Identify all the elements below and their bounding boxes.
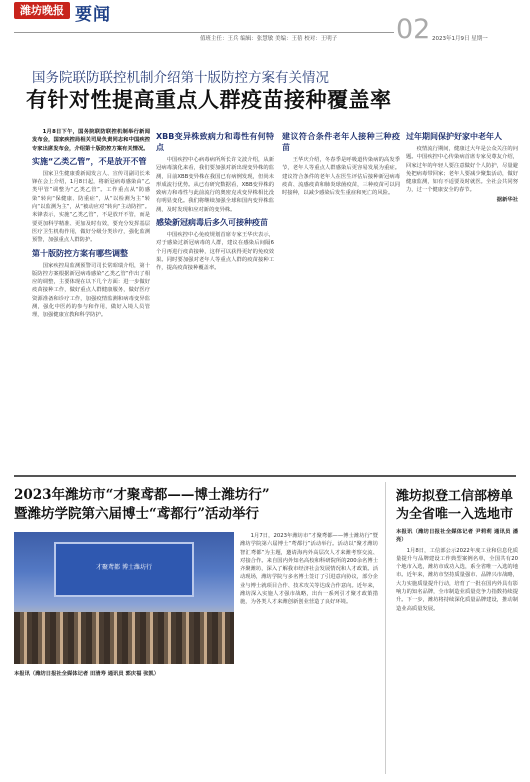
story1-section-heading: 实施“乙类乙管”，不是放开不管 [32,156,147,166]
story1-column-1 [32,128,150,468]
story3-body-column [396,528,518,774]
story3-headline-line2: 为全省唯一入选地市 [396,507,514,522]
editor-credits: 值班主任：王兵 编辑：张慧敏 美编：王蓓 校对：王明子 [200,36,338,42]
story1-section-body: 中国疾控中心病毒病所所长许文波介绍，从新冠病毒演化来看，我们要加强对新出现变异株的监测，目前XBB变异株在我国已有病例发现，但尚未形成流行优势。从已有研究数据看，XBB变异株的致病力和毒性与此前流行的奥密克戎变异株相比没有明显变化。我们将继续加强全球和国内变异株监测，及时发现和应对新的变异株。 [156,157,274,213]
story1-headline: 有针对性提高重点人群疫苗接种覆盖率 [26,87,392,112]
story1-section-heading: 第十版防控方案有哪些调整 [32,248,128,258]
story1-section-body: 疫情流行期间，健康过大年是公众关注的问题。中国疾控中心传染病首席专家吴尊友介绍，回家过年的年轻人要注意做好个人防护，尽量避免把病毒带回家；老年人要减少聚集活动，做好健康监测，如有不适要及时就医。全社会共同努力，过一个健康安全的春节。 [406,146,518,194]
story3-headline [396,488,513,524]
story2-byline-column [14,670,234,774]
story3-byline: 本报讯（潍坊日报社全媒体记者 尹莉莉 通讯员 潘亮） [396,529,518,544]
story3-headline-line1: 潍坊拟登工信部榜单 [396,489,514,504]
masthead-rule [14,32,394,33]
story1-section-body: 中国疾控中心免疫规划首席专家王华庆表示，对于感染过新冠病毒的人群，建议在感染后间隔6个月再进行疫苗接种，这样可以获得更好的免疫效果。同时要加强对老年人等重点人群的疫苗接种工作，提高疫苗接种覆盖率。 [156,232,274,272]
newspaper-logo: 潍坊晚报 [14,2,70,19]
audience-crowd [14,612,234,664]
story2-headline-line2: 暨潍坊学院第六届博士“鸢都行”活动举行 [14,506,260,522]
story1-section-heading: 过年期间保护好家中老年人 [406,132,502,141]
story1-section-heading: XBB变异株致病力和毒性有何特点 [156,132,274,152]
page-number: 02 [396,14,431,45]
story2-byline: 本报讯（潍坊日报社全媒体记者 田清寿 通讯员 郭庆福 张凯） [14,671,160,677]
stage-banner-text: 才聚鸢都 博士潍坊行 [96,564,152,571]
story1-lead: 1月8日下午，国务院联防联控机制举行新闻发布会，国家疾控局相关司局负责同志和中国疾控专家出席发布会，介绍第十版防控方案有关情况。 [32,129,150,152]
story1-source: 据新华社 [496,196,518,203]
story1-section-heading: 建议符合条件老年人接种三种疫苗 [282,132,400,152]
story1-section-body: 国家疾控局监测预警司司长常昭瑞介绍，第十版防控方案根据新冠病毒感染“乙类乙管”作出了相应的调整，主要体现在以下几个方面：进一步做好疫苗接种工作，做好重点人群健康服务，做好医疗资源准备和诊疗工作，加强疫情监测和病毒变异监测，强化中医药的参与和作用，做好入境人员管理，加强健康宣教和科学防护。 [32,262,150,319]
section-title: 要闻 [75,5,111,25]
story1-column-4 [406,128,518,468]
story2-headline-line1: 2023年潍坊市“才聚鸢都——博士潍坊行” [14,487,270,503]
stage-screen [54,542,194,597]
story2-headline [14,486,270,524]
story1-column-3 [282,128,400,468]
issue-date: 2023年1月9日 星期一 [432,36,488,42]
story1-column-2 [156,128,274,468]
story2-body: 1月7日，2023年潍坊市“才聚鸢都——博士潍坊行”暨潍坊学院第六届博士“鸢都行”活动举行。活动以“聚才潍坊 智汇鸢都”为主题，邀请海内外高层次人才来潍考察交流、对接合作。来自国内外知名高校和科研院所的200余名博士齐聚潍坊，深入了解我市经济社会发展情况和人才政策。活动现场，潍坊学院与多名博士签订了引进意向协议，部分企业与博士就项目合作、技术攻关等达成合作意向。近年来，潍坊深入实施人才强市战略，出台一系列引才聚才政策措施，为各类人才来潍创新创业营造了良好环境。 [240,533,378,606]
story3-body: 1月8日，工信部公示2022年度工业和信息化质量提升与品牌建设工作典型案例名单，全国共有20个地市入选，潍坊市成功入选，系全省唯一入选的地市。近年来，潍坊市坚持质量强市、品牌兴市战略，大力实施质量提升行动，培育了一批在国内外具有影响力的知名品牌，全市制造业质量竞争力指数持续提升。下一步，潍坊将持续深化质量品牌建设，推动制造业高质量发展。 [396,547,518,612]
event-photo [14,532,234,664]
story-divider [14,475,516,477]
column-divider [385,482,386,774]
story1-subheadline: 国务院联防联控机制介绍第十版防控方案有关情况 [32,70,329,86]
story1-section-body: 国家卫生健康委新闻发言人、宣传司副司长米锋在会上介绍，1月8日起，将新冠病毒感染由“乙类甲管”调整为“乙类乙管”。工作重点从“防感染”转向“保健康、防重症”，从“以检测为主”转向“以监测为主”，从“被动应对”转向“主动防控”。米锋表示，实施“乙类乙管”，不是放开不管，而是要更加科学精准、更加及时有效，要充分发挥基层医疗卫生机构作用，做好分级分类诊疗，强化监测预警，加强重点人群防护。 [32,170,150,244]
story1-section-body: 王华庆介绍，冬春季是呼吸道传染病的高发季节，老年人等重点人群感染后更容易发展为重症。建议符合条件的老年人在医生评估后接种新冠病毒疫苗、流感疫苗和肺炎球菌疫苗，三种疫苗可以同时接种，以减少感染后发生重症和死亡的风险。 [282,157,400,197]
story1-section-heading: 感染新冠病毒后多久可接种疫苗 [156,218,268,228]
story2-body-column [240,532,378,774]
